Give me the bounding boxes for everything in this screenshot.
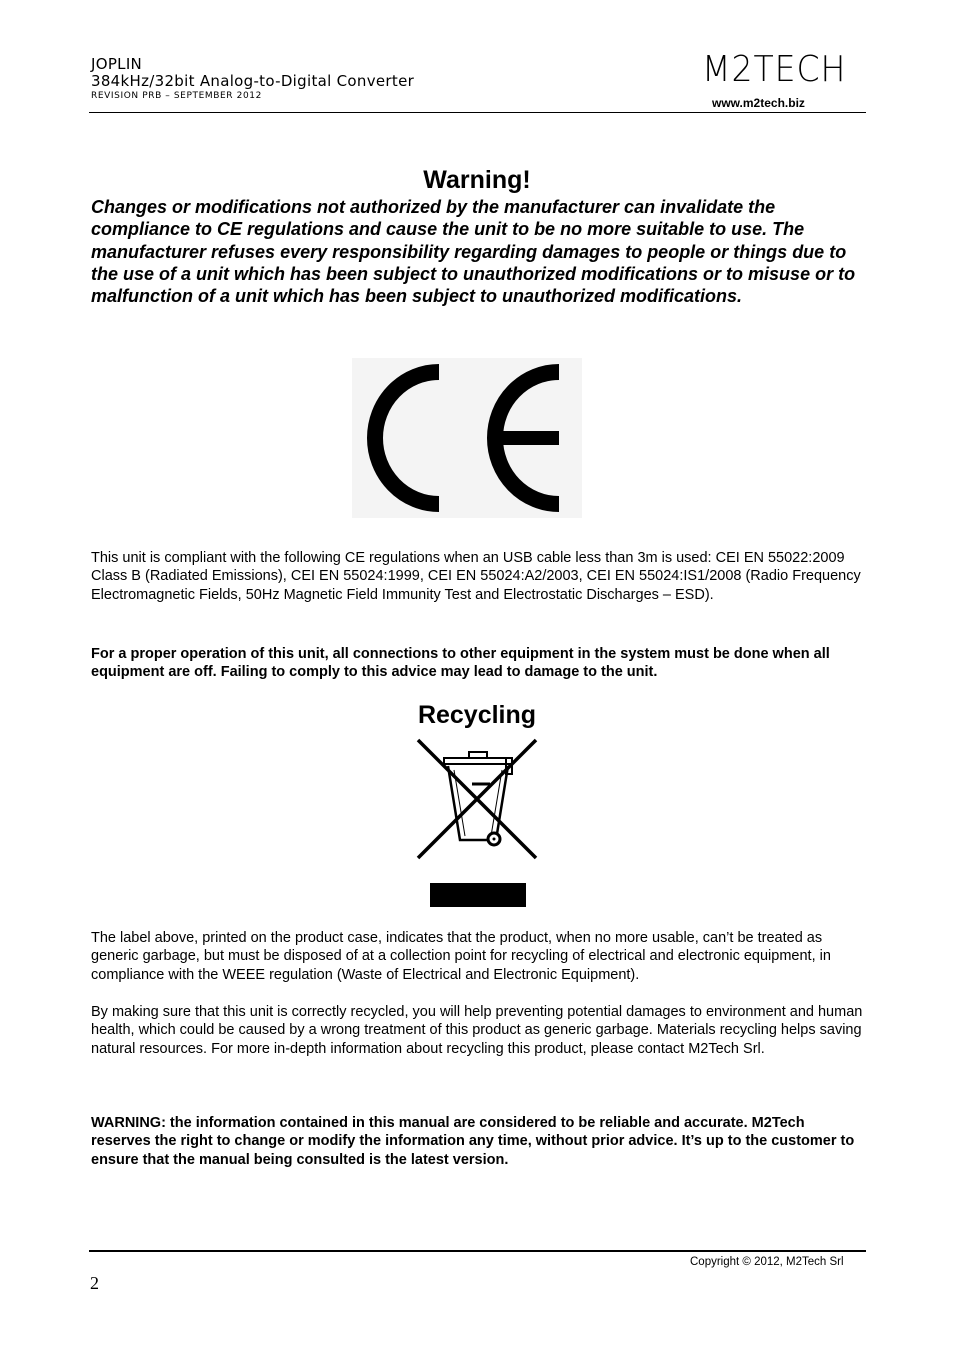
ce-mark-icon: [352, 358, 582, 518]
product-subtitle: 384kHz/32bit Analog-to-Digital Converter: [91, 72, 415, 90]
operation-note: For a proper operation of this unit, all connections to other equipment in the system must be done when all equipment are off. Failing to comply to this advice may lead to damage to the unit.: [91, 646, 830, 681]
disclaimer-text: WARNING: the information contained in this manual are considered to be reliable and accurate. M2Tech reserves the right to change or modify the information any time, without prior advice. It’s up to the customer to ensure that the manual being consulted is the latest version.: [91, 1115, 855, 1168]
revision-line: REVISION PRB – SEPTEMBER 2012: [91, 91, 262, 101]
footer-divider: [89, 1250, 866, 1252]
recycling-paragraph-1: The label above, printed on the product case, indicates that the product, when no more usable, can’t be treated as generic garbage, but must be disposed of at a collection point for recycling of electrical and electronic equipment, in compliance with the WEEE regulation (Waste of Electrical and Electronic Equipment).: [91, 930, 831, 983]
copyright-notice: Copyright © 2012, M2Tech Srl: [690, 1256, 844, 1268]
ce-compliance-text: This unit is compliant with the following CE regulations when an USB cable less than 3m is used: CEI EN 55022:2009 Class B (Radiated Emissions), CEI EN 55024:1999, CEI EN 55024:A2/2003, CEI EN 55024:IS1/2008 (Radio Frequency Electromagnetic Fields, 50Hz Magnetic Field Immunity Test and Electrostatic Discharges – ESD).: [91, 550, 861, 603]
product-name: JOPLIN: [91, 55, 143, 73]
weee-black-bar: [430, 883, 526, 907]
website-url: www.m2tech.biz: [712, 96, 805, 110]
warning-title: Warning!: [423, 166, 531, 194]
recycling-title: Recycling: [417, 701, 537, 729]
warning-text: Changes or modifications not authorized by the manufacturer can invalidate the compliance to CE regulations and cause the unit to be no more suitable to use. The manufacturer refuses every responsibility regarding damages to people or things due to the use of a unit which has been subject to unauthorized modifications or to misuse or to malfunction of a unit which has been subject to unauthorized modifications.: [91, 197, 856, 307]
header-divider: [89, 112, 866, 113]
recycling-paragraph-2: By making sure that this unit is correctly recycled, you will help preventing potential damages to environment and human health, which could be caused by a wrong treatment of this product as generic garbage. Materials recycling helps saving natural resources. For more in-depth information about recycling this product, please contact M2Tech Srl.: [91, 1004, 863, 1057]
m2tech-logo: M2TECH: [702, 49, 847, 90]
crossed-out-wheelie-bin-icon: [414, 736, 540, 862]
page-number: 2: [90, 1273, 99, 1293]
header-left: [91, 56, 414, 102]
